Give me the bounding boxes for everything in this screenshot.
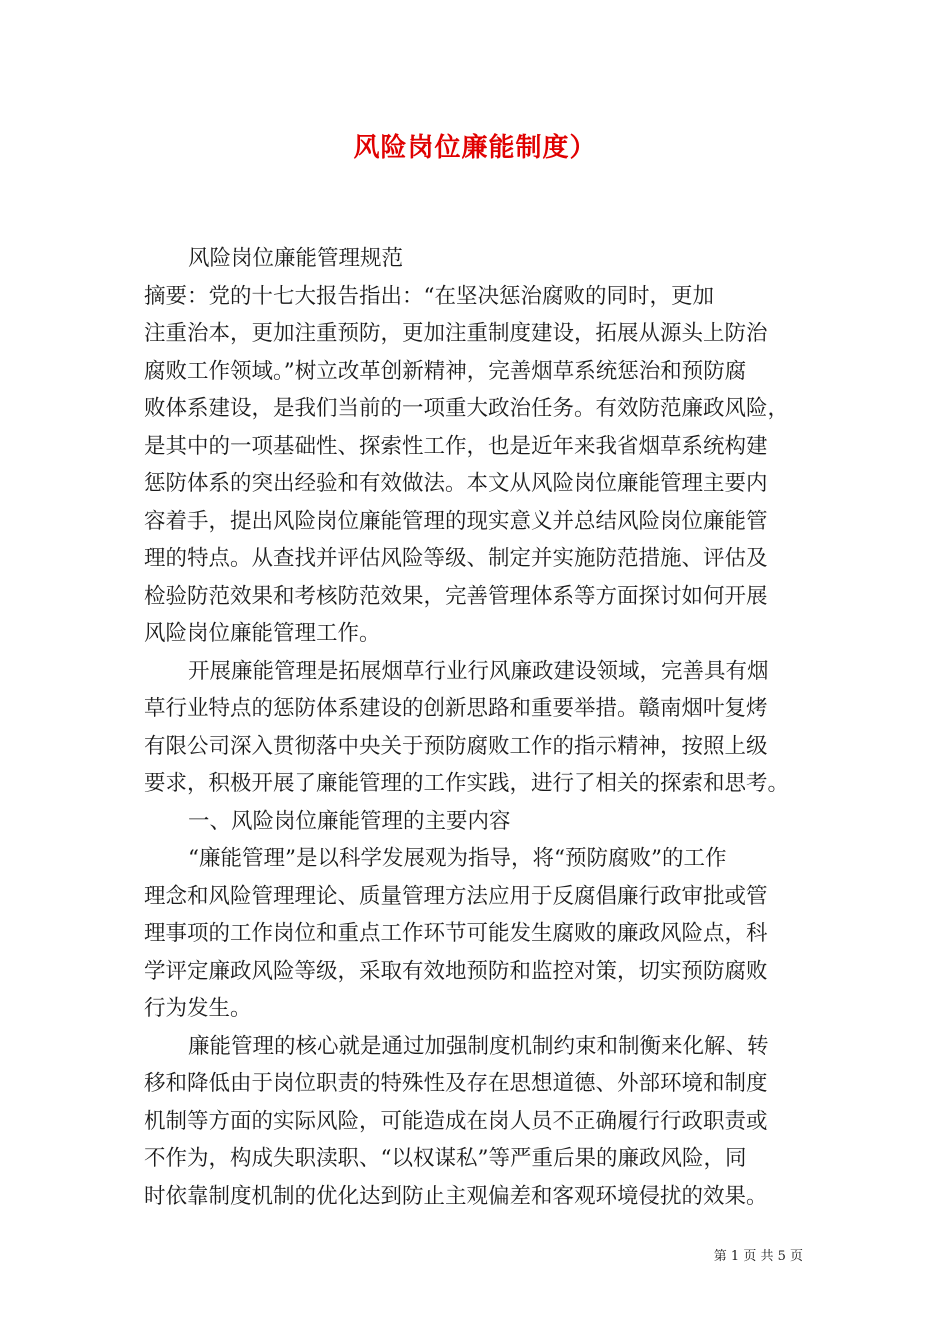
text-line: 廉能管理的核心就是通过加强制度机制约束和制衡来化解、转 (188, 1033, 769, 1059)
text-line: 惩防体系的突出经验和有效做法。本文从风险岗位廉能管理主要内 (144, 471, 768, 496)
text-line: 一、风险岗位廉能管理的主要内容 (188, 808, 511, 834)
text-line: 理念和风险管理理论、质量管理方法应用于反腐倡廉行政审批或管 (144, 883, 768, 909)
section-heading (144, 803, 809, 841)
abstract-paragraph (144, 278, 809, 653)
text-line: 移和降低由于岗位职责的特殊性及存在思想道德、外部环境和制度 (144, 1071, 768, 1096)
text-line: 理的特点。从查找并评估风险等级、制定并实施防范措施、评估及 (144, 546, 768, 571)
text-line: 要求，积极开展了廉能管理的工作实践，进行了相关的探索和思考。 (144, 771, 790, 796)
text-line: 理事项的工作岗位和重点工作环节可能发生腐败的廉政风险点，科 (144, 921, 768, 946)
text-line: 行为发生。 (144, 996, 252, 1021)
text-line: 风险岗位廉能管理工作。 (144, 621, 381, 646)
text-line: 是其中的一项基础性、探索性工作，也是近年来我省烟草系统构建 (144, 433, 768, 459)
text-line: 开展廉能管理是拓展烟草行业行风廉政建设领域，完善具有烟 (188, 658, 769, 684)
document-body (144, 240, 809, 1215)
text-line: 不作为，构成失职渎职、“以权谋私”等严重后果的廉政风险，同 (144, 1146, 747, 1171)
body-paragraph (144, 840, 809, 1028)
text-line: 腐败工作领域。”树立改革创新精神，完善烟草系统惩治和预防腐 (144, 358, 747, 384)
body-paragraph (144, 1028, 809, 1216)
text-line: 机制等方面的实际风险，可能造成在岗人员不正确履行行政职责或 (144, 1108, 768, 1134)
text-line: 时依靠制度机制的优化达到防止主观偏差和客观环境侵扰的效果。 (144, 1183, 768, 1209)
text-line: 容着手，提出风险岗位廉能管理的现实意义并总结风险岗位廉能管 (144, 508, 768, 534)
text-line: 注重治本，更加注重预防，更加注重制度建设，拓展从源头上防治 (144, 321, 768, 346)
document-title: 风险岗位廉能制度） (353, 133, 597, 163)
subtitle-paragraph (144, 240, 809, 278)
body-paragraph (144, 653, 809, 803)
text-line: “廉能管理”是以科学发展观为指导，将“预防腐败”的工作 (188, 846, 727, 871)
text-line: 草行业特点的惩防体系建设的创新思路和重要举措。赣南烟叶复烤 (144, 696, 768, 721)
text-line: 有限公司深入贯彻落中央关于预防腐败工作的指示精神，按照上级 (144, 733, 768, 759)
text-line: 检验防范效果和考核防范效果，完善管理体系等方面探讨如何开展 (144, 583, 768, 609)
text-line: 风险岗位廉能管理规范 (188, 246, 404, 271)
page-number-footer: 第 1 页 共 5 页 (713, 1249, 803, 1264)
text-line: 学评定廉政风险等级，采取有效地预防和监控对策，切实预防腐败 (144, 958, 768, 984)
text-line: 败体系建设，是我们当前的一项重大政治任务。有效防范廉政风险， (144, 396, 790, 421)
text-line: 摘要：党的十七大报告指出：“在坚决惩治腐败的同时，更加 (144, 283, 714, 309)
